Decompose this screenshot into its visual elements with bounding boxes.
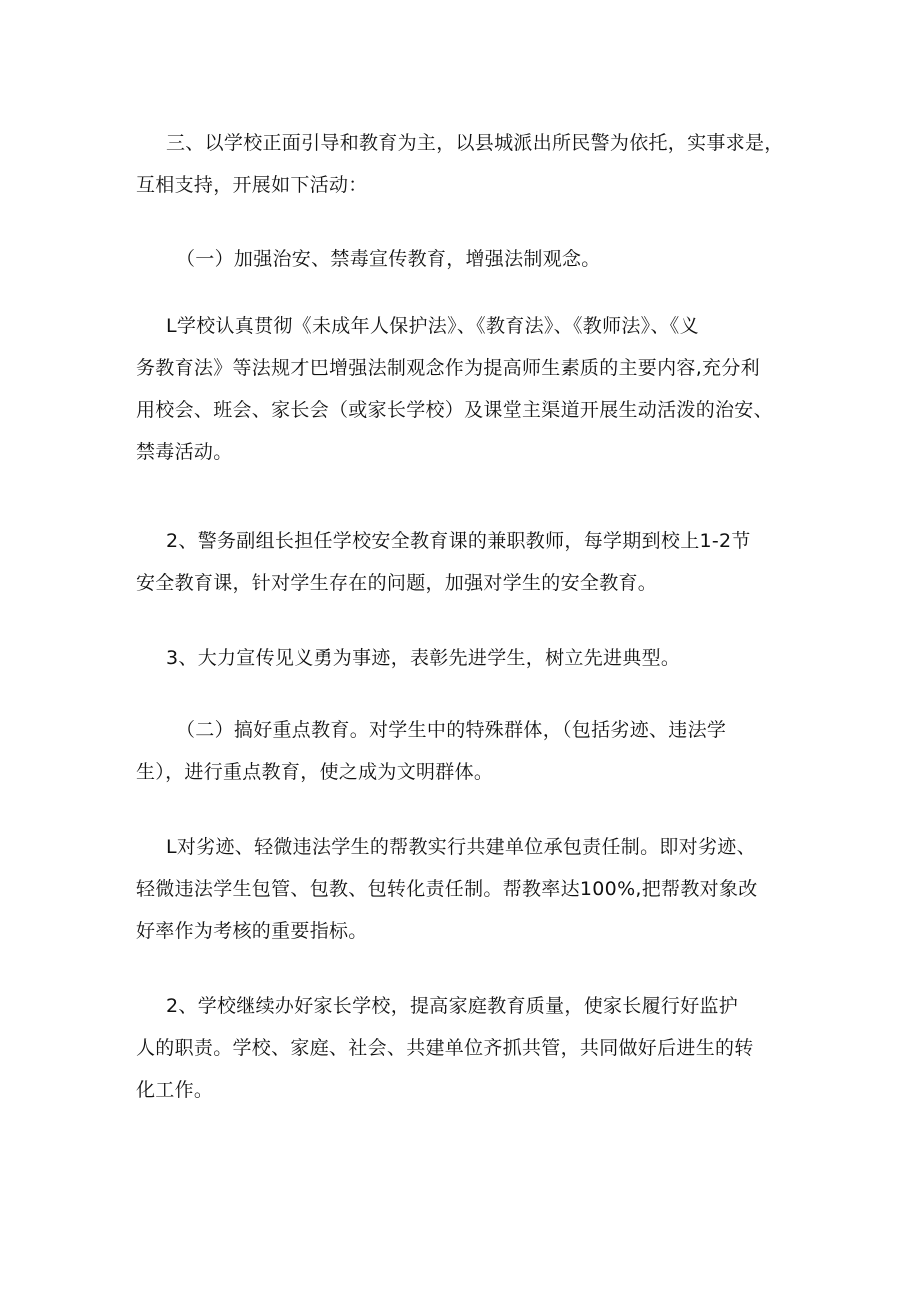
paragraph-line: L学校认真贯彻《未成年人保护法》、《教育法》、《教师法》、《义 — [166, 315, 699, 337]
paragraph-line: 禁毒活动。 — [136, 441, 233, 463]
paragraph-line: （一）加强治安、禁毒宣传教育，增强法制观念。 — [176, 248, 601, 270]
paragraph-line: 务教育法》等法规才巴增强法制观念作为提高师生素质的主要内容,充分利 — [136, 357, 760, 379]
paragraph-line: 轻微违法学生包管、包教、包转化责任制。帮教率达100%,把帮教对象改 — [136, 878, 758, 900]
paragraph-line: 好率作为考核的重要指标。 — [136, 920, 368, 942]
paragraph-line: 用校会、班会、家长会（或家长学校）及课堂主渠道开展生动活泼的治安、 — [136, 399, 773, 421]
paragraph-item-2 — [136, 520, 846, 604]
paragraph-line: 2、学校继续办好家长学校，提高家庭教育质量，使家长履行好监护 — [166, 995, 739, 1017]
paragraph-line: 互相支持，开展如下活动： — [136, 174, 368, 196]
paragraph-line: L对劣迹、轻微违法学生的帮教实行共建单位承包责任制。即对劣迹、 — [166, 836, 756, 858]
paragraph-item-1 — [136, 305, 816, 473]
paragraph-line: （二）搞好重点教育。对学生中的特殊群体，（包括劣迹、违法学 — [176, 719, 727, 741]
subheading-two — [136, 709, 856, 793]
paragraph-line: 生），进行重点教育，使之成为文明群体。 — [136, 761, 494, 783]
paragraph-item-3 — [166, 637, 846, 679]
paragraph-line: 2、警务副组长担任学校安全教育课的兼职教师，每学期到校上1-2节 — [166, 530, 751, 552]
paragraph-item-2b — [136, 985, 846, 1111]
paragraph-line: 3、大力宣传见义勇为事迹，表彰先进学生，树立先进典型。 — [166, 647, 681, 669]
paragraph-item-1b — [136, 826, 846, 952]
subheading-one — [176, 238, 856, 280]
paragraph-line: 安全教育课，针对学生存在的问题，加强对学生的安全教育。 — [136, 572, 658, 594]
paragraph-line: 人的职责。学校、家庭、社会、共建单位齐抓共管，共同做好后进生的转 — [136, 1037, 754, 1059]
paragraph-line: 化工作。 — [136, 1079, 214, 1101]
paragraph-line: 三、以学校正面引导和教育为主，以县城派出所民警为依托，实事求是， — [166, 132, 784, 154]
paragraph-section-three — [136, 122, 816, 206]
